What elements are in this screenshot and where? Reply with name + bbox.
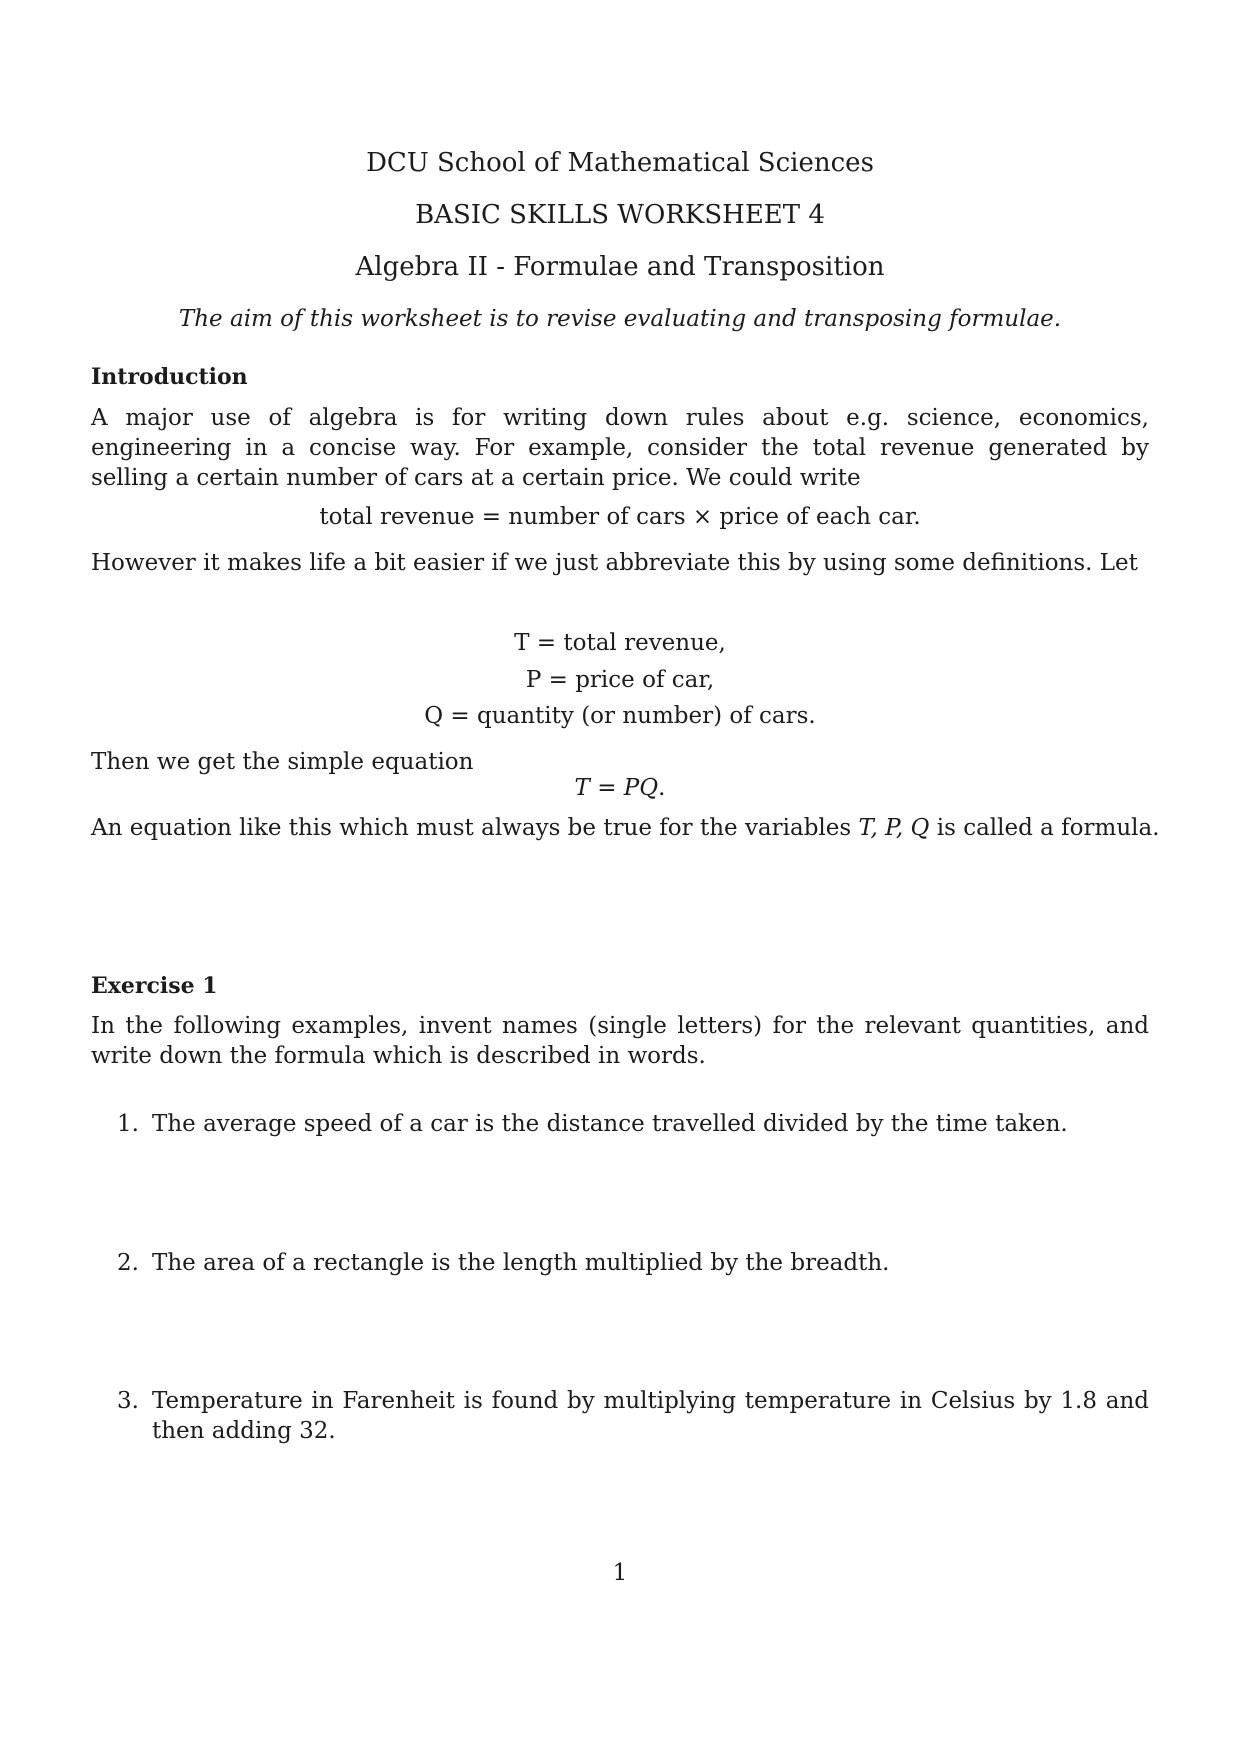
equation-intro: Then we get the simple equation — [91, 749, 474, 775]
school-name: DCU School of Mathematical Sciences — [366, 148, 874, 178]
introduction-heading: Introduction — [91, 364, 248, 390]
formula-equation — [0, 773, 1240, 803]
exercise-item-number: 1. — [117, 1111, 139, 1137]
exercise-item-text: Temperature in Farenheit is found by multiplying temperature in Celsius by 1.8 and then adding 32. — [152, 1388, 1149, 1444]
formula-variables: T, P, Q — [858, 815, 930, 841]
formula-lhs: T — [574, 775, 590, 801]
aim-statement: The aim of this worksheet is to revise evaluating and transposing formulae. — [178, 306, 1062, 332]
exercise-1-heading: Exercise 1 — [91, 973, 218, 999]
formula-rhs: PQ — [623, 775, 659, 801]
worksheet-subtitle: Algebra II - Formulae and Transposition — [355, 252, 885, 282]
formula-equals: = — [589, 775, 624, 801]
exercise-1-instructions: In the following examples, invent names (single letters) for the relevant quantities, and write down the formula which is described in words. — [91, 1013, 1149, 1069]
formula-definition-start: An equation like this which must always be true for the variables — [91, 815, 859, 841]
formula-definition-end: is called a formula. — [929, 815, 1160, 841]
definitions-intro: However it makes life a bit easier if we just abbreviate this by using some definitions. Let — [91, 550, 1138, 576]
formula-end: . — [658, 775, 666, 801]
definition-q: Q = quantity (or number) of cars. — [424, 703, 816, 729]
worksheet-title: BASIC SKILLS WORKSHEET 4 — [415, 200, 825, 230]
word-equation: total revenue = number of cars × price of each car. — [319, 504, 921, 530]
exercise-item-number: 3. — [117, 1388, 139, 1414]
definition-p: P = price of car, — [525, 667, 715, 693]
formula-definition — [91, 813, 1160, 843]
exercise-item-number: 2. — [117, 1250, 139, 1276]
page-number: 1 — [612, 1560, 628, 1586]
exercise-item-text: The area of a rectangle is the length multiplied by the breadth. — [152, 1250, 890, 1276]
exercise-item-text: The average speed of a car is the distance travelled divided by the time taken. — [152, 1111, 1068, 1137]
introduction-paragraph: A major use of algebra is for writing down rules about e.g. science, economics, engineering in a concise way. For example, consider the total revenue generated by selling a certain number of cars at a certain price. We could write — [91, 405, 1149, 491]
definition-t: T = total revenue, — [514, 630, 726, 656]
